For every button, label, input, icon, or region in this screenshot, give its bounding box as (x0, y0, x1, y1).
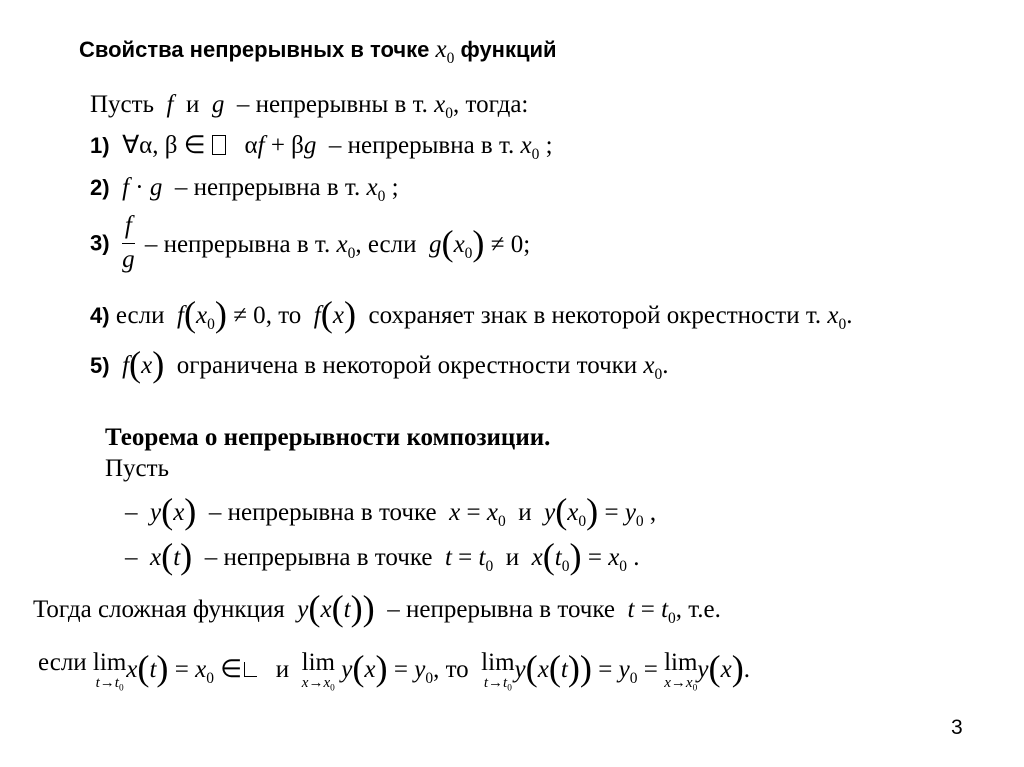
lim-t: lim $t\to t_0$ (92, 649, 127, 694)
set-symbol-icon (244, 662, 257, 677)
lim-t-2: lim $t\to t_0$ (481, 649, 515, 694)
page-number: 3 (951, 716, 963, 739)
title-var: $x_0$ (435, 36, 455, 67)
property-5: 5) f(x) ограничена в некоторой окрестности точки $x_0$. (90, 344, 669, 384)
theorem-condition-1: – y(x) – непрерывна в точке $x = x_0$ и $y(x_0) = y_0$ , (125, 491, 657, 531)
theorem-let: Пусть (105, 455, 169, 482)
slide-title (79, 37, 557, 66)
title-tail: функций (460, 37, 557, 62)
fraction-f-over-g: $\frac{f}{g}$ (122, 212, 135, 273)
property-3: 3) $\frac{f}{g}$ – непрерывна в т. $x_0$, если $g(x_0) \ne 0$; (90, 212, 531, 273)
theorem-condition-2: – x(t) – непрерывна в точке $t = t_0$ и $x(t_0) = x_0$ . (125, 536, 640, 576)
intro-line: Пусть f и g – непрерывны в т. $x_0$, тогда: (90, 91, 529, 122)
theorem-conclusion: Тогда сложная функция y(x(t)) – непрерывна в точке $t = t_0$, т.е. (33, 588, 721, 628)
limit-statement: если lim $t\to t_0$ $x(t) = x_0$ ∈ и lim $x\to x_0$ $y(x) = y_0$, то lim $t\to t_0$ $y(x(t)) = y_0$ = lim $x\to x_0$ y(x). (38, 648, 751, 694)
title-text: Свойства непрерывных в точке (79, 37, 430, 62)
lim-x: lim $x\to x_0$ (301, 649, 335, 694)
property-4: 4) если $f(x_0) \ne 0$, то f(x) сохраняет знак в некоторой окрестности т. $x_0$. (90, 294, 853, 334)
lim-x-2: lim $x\to x_0$ (664, 649, 698, 694)
real-set-icon (212, 135, 226, 155)
property-2: 2) f · g – непрерывна в т. $x_0$ ; (90, 174, 399, 205)
theorem-title: Теорема о непрерывности композиции. (105, 424, 551, 451)
forall-symbol: ∀α, β ∈ (122, 132, 226, 159)
property-1: 1) ∀α, β ∈ αf + βg – непрерывна в т. $x_0$ ; (90, 132, 553, 163)
